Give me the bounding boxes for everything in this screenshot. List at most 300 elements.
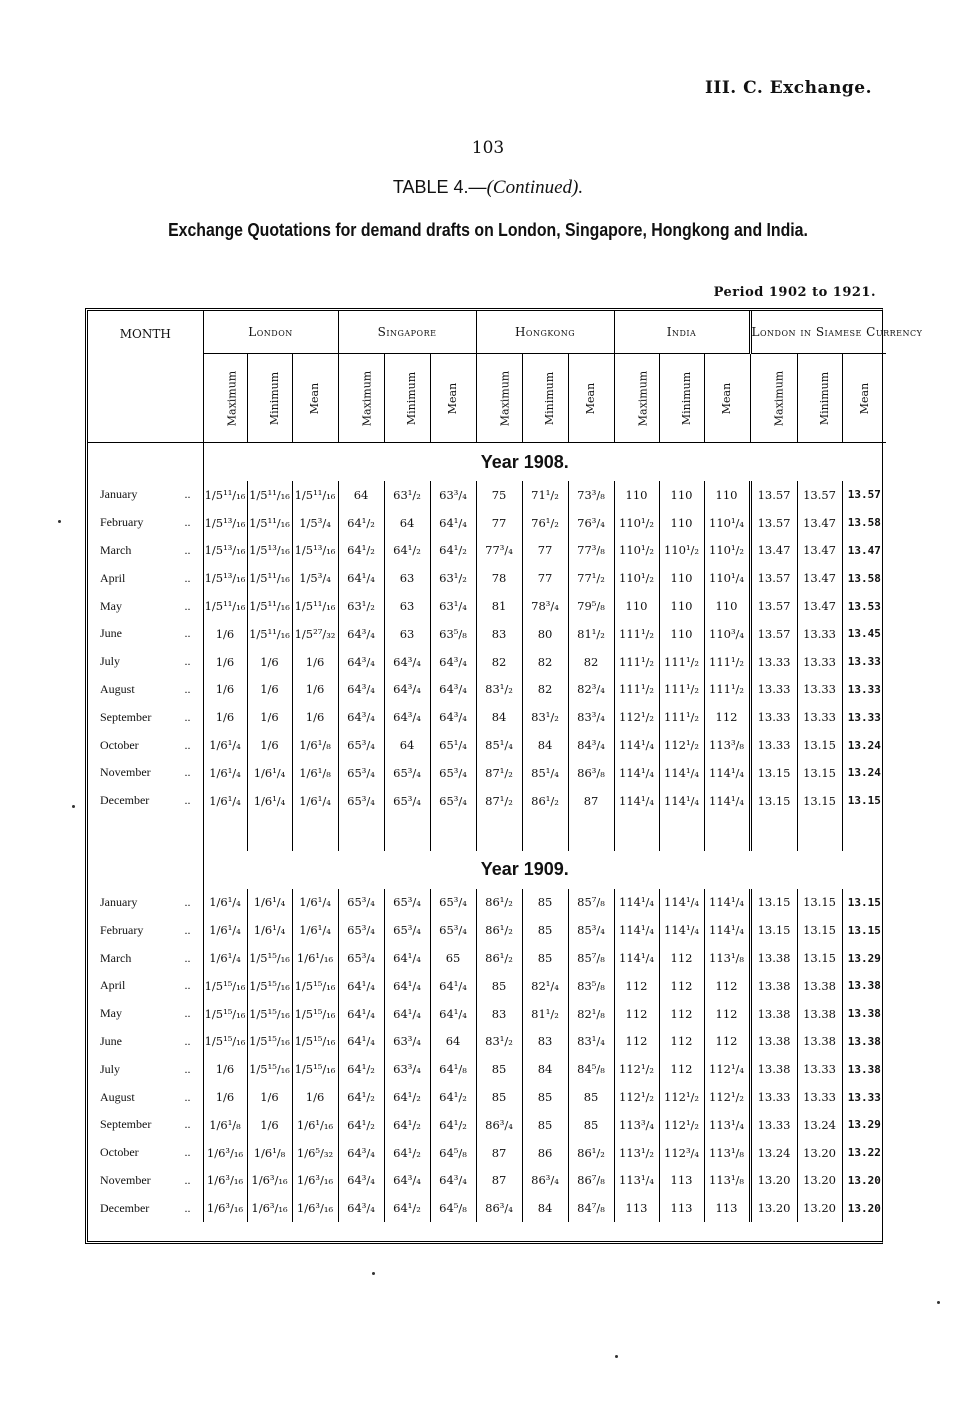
value-cell: 86¹/₂ — [522, 787, 568, 815]
month-name: February — [100, 922, 144, 937]
subcol-label: Maximum — [635, 370, 649, 427]
value-cell: 80 — [522, 620, 568, 648]
value-cell: 64³/₄ — [430, 648, 476, 676]
month-cell — [88, 759, 203, 787]
month-cell — [88, 731, 203, 759]
value-cell: 1/6³/₁₆ — [203, 1139, 247, 1167]
value-cell: 1/5¹⁵/₁₆ — [292, 1000, 338, 1028]
header-row-subcols — [88, 354, 886, 443]
ink-speck — [937, 1301, 940, 1304]
month-name: September — [100, 709, 152, 724]
value-cell: 112³/₄ — [659, 1139, 704, 1167]
value-cell: 1/5¹¹/₁₆ — [247, 620, 292, 648]
value-cell: 1/6¹/₈ — [203, 1111, 247, 1139]
value-cell: 1/6¹/₄ — [203, 944, 247, 972]
value-cell: 1/5¹¹/₁₆ — [292, 481, 338, 509]
value-cell: 111¹/₂ — [659, 648, 704, 676]
value-cell: 13.38 — [750, 972, 797, 1000]
value-cell: 63¹/₂ — [338, 592, 384, 620]
table-row — [88, 759, 886, 787]
value-cell: 78 — [476, 564, 522, 592]
value-cell: 13.33 — [797, 676, 842, 704]
value-cell: 114¹/₄ — [659, 889, 704, 917]
value-cell: 84 — [476, 703, 522, 731]
value-cell: 112¹/₂ — [704, 1083, 750, 1111]
value-cell: 13.20 — [842, 1194, 886, 1222]
subcol-label: Minimum — [542, 371, 556, 426]
value-cell: 1/6¹/₄ — [247, 787, 292, 815]
value-cell: 114¹/₄ — [614, 731, 659, 759]
value-cell: 13.38 — [797, 1000, 842, 1028]
spacer-cell — [842, 829, 886, 851]
value-cell: 112¹/₂ — [614, 703, 659, 731]
year-spacer — [88, 851, 203, 889]
value-cell: 13.20 — [797, 1194, 842, 1222]
value-cell: 1/6¹/₄ — [203, 731, 247, 759]
value-cell: 113 — [704, 1194, 750, 1222]
value-cell: 83⁵/₈ — [568, 972, 614, 1000]
value-cell: 110¹/₂ — [614, 537, 659, 565]
value-cell: 65³/₄ — [338, 916, 384, 944]
leader-dots: .. — [184, 1089, 191, 1104]
value-cell: 1/6¹/₄ — [203, 787, 247, 815]
value-cell: 1/6³/₁₆ — [247, 1194, 292, 1222]
value-cell: 112¹/₂ — [614, 1055, 659, 1083]
subcol-header — [247, 354, 292, 443]
value-cell: 112 — [614, 1028, 659, 1056]
value-cell: 1/5¹⁵/₁₆ — [292, 1055, 338, 1083]
value-cell: 64¹/₄ — [338, 1028, 384, 1056]
value-cell: 1/6 — [203, 676, 247, 704]
value-cell: 13.47 — [797, 564, 842, 592]
leader-dots: .. — [184, 765, 191, 780]
value-cell: 13.29 — [842, 1111, 886, 1139]
value-cell: 87¹/₂ — [476, 759, 522, 787]
value-cell: 113 — [659, 1194, 704, 1222]
value-cell: 65³/₄ — [430, 787, 476, 815]
group-header: London — [203, 311, 338, 354]
value-cell: 1/6 — [292, 1083, 338, 1111]
subcol-header — [338, 354, 384, 443]
month-name: June — [100, 626, 122, 641]
leader-dots: .. — [184, 1145, 191, 1160]
value-cell: 111¹/₂ — [659, 703, 704, 731]
value-cell: 13.38 — [842, 1000, 886, 1028]
subcol-header — [659, 354, 704, 443]
value-cell: 64³/₄ — [338, 703, 384, 731]
subcol-label: Maximum — [359, 370, 373, 427]
value-cell: 13.38 — [842, 1028, 886, 1056]
value-cell: 64³/₄ — [338, 648, 384, 676]
month-cell — [88, 972, 203, 1000]
value-cell: 13.33 — [750, 676, 797, 704]
value-cell: 64³/₄ — [430, 703, 476, 731]
value-cell: 63 — [384, 564, 430, 592]
value-cell: 1/6 — [247, 1083, 292, 1111]
month-name: July — [100, 654, 121, 669]
value-cell: 75 — [476, 481, 522, 509]
month-cell — [88, 564, 203, 592]
value-cell: 1/6 — [247, 703, 292, 731]
subcol-header — [750, 354, 797, 443]
month-cell — [88, 889, 203, 917]
value-cell: 13.33 — [750, 703, 797, 731]
spacer-cell — [522, 815, 568, 829]
value-cell: 1/6¹/₄ — [247, 889, 292, 917]
value-cell: 13.47 — [842, 537, 886, 565]
month-cell — [88, 537, 203, 565]
value-cell: 112 — [614, 1000, 659, 1028]
value-cell: 110 — [659, 564, 704, 592]
value-cell: 112¹/₄ — [704, 1055, 750, 1083]
value-cell: 86³/₄ — [522, 1167, 568, 1195]
leader-dots: .. — [184, 654, 191, 669]
month-name: October — [100, 1145, 139, 1160]
value-cell: 110¹/₂ — [614, 509, 659, 537]
value-cell: 112¹/₂ — [659, 1083, 704, 1111]
value-cell: 65³/₄ — [338, 889, 384, 917]
leader-dots: .. — [184, 1200, 191, 1215]
value-cell: 64³/₄ — [384, 648, 430, 676]
value-cell: 13.15 — [750, 787, 797, 815]
value-cell: 1/5¹³/₁₆ — [247, 537, 292, 565]
subcol-label: Minimum — [679, 371, 693, 426]
month-name: January — [100, 894, 138, 909]
value-cell: 64¹/₄ — [338, 972, 384, 1000]
value-cell: 13.15 — [750, 916, 797, 944]
table-row — [88, 1055, 886, 1083]
value-cell: 1/5²⁷/₃₂ — [292, 620, 338, 648]
value-cell: 85³/₄ — [568, 916, 614, 944]
value-cell: 85 — [476, 972, 522, 1000]
value-cell: 13.47 — [797, 537, 842, 565]
table-row — [88, 648, 886, 676]
table-row — [88, 944, 886, 972]
value-cell: 64³/₄ — [338, 676, 384, 704]
month-cell — [88, 916, 203, 944]
value-cell: 84³/₄ — [568, 731, 614, 759]
value-cell: 1/6³/₁₆ — [203, 1194, 247, 1222]
value-cell: 13.15 — [797, 787, 842, 815]
value-cell: 13.33 — [797, 1083, 842, 1111]
value-cell: 64³/₄ — [430, 1167, 476, 1195]
value-cell: 82³/₄ — [568, 676, 614, 704]
value-cell: 84⁷/₈ — [568, 1194, 614, 1222]
spacer-cell — [614, 815, 659, 829]
value-cell: 1/6¹/₁₆ — [292, 944, 338, 972]
month-name: May — [100, 1006, 122, 1021]
subcol-label: Maximum — [224, 370, 238, 427]
value-cell: 112 — [659, 1028, 704, 1056]
value-cell: 13.15 — [750, 889, 797, 917]
value-cell: 64⁵/₈ — [430, 1194, 476, 1222]
table-row — [88, 787, 886, 815]
value-cell: 114¹/₄ — [614, 916, 659, 944]
value-cell: 82 — [522, 648, 568, 676]
value-cell: 13.57 — [750, 564, 797, 592]
value-cell: 13.57 — [750, 592, 797, 620]
value-cell: 13.38 — [842, 1055, 886, 1083]
value-cell: 85¹/₄ — [476, 731, 522, 759]
spacer-cell — [292, 815, 338, 829]
value-cell: 13.33 — [842, 703, 886, 731]
value-cell: 13.15 — [797, 916, 842, 944]
value-cell: 64⁵/₈ — [430, 1139, 476, 1167]
subcol-header — [430, 354, 476, 443]
value-cell: 1/6⁵/₃₂ — [292, 1139, 338, 1167]
value-cell: 13.33 — [797, 620, 842, 648]
value-cell: 110 — [659, 592, 704, 620]
value-cell: 85 — [522, 944, 568, 972]
group-header: India — [614, 311, 750, 354]
value-cell: 64³/₄ — [338, 620, 384, 648]
value-cell: 111¹/₂ — [614, 648, 659, 676]
value-cell: 65³/₄ — [430, 889, 476, 917]
value-cell: 114¹/₄ — [704, 916, 750, 944]
value-cell: 65³/₄ — [384, 916, 430, 944]
spacer-cell — [842, 815, 886, 829]
leader-dots: .. — [184, 1006, 191, 1021]
value-cell: 64¹/₄ — [384, 972, 430, 1000]
value-cell: 73³/₈ — [568, 481, 614, 509]
value-cell: 65³/₄ — [338, 787, 384, 815]
subcol-label: Mean — [720, 382, 734, 415]
value-cell: 86³/₈ — [568, 759, 614, 787]
value-cell: 1/6 — [203, 620, 247, 648]
spacer-cell — [797, 815, 842, 829]
value-cell: 110¹/₄ — [704, 564, 750, 592]
month-name: June — [100, 1033, 122, 1048]
value-cell: 64¹/₄ — [384, 1000, 430, 1028]
ink-speck — [615, 1355, 618, 1358]
value-cell: 1/6 — [203, 1055, 247, 1083]
subcol-label: Mean — [584, 382, 598, 415]
month-cell — [88, 1028, 203, 1056]
month-cell — [88, 944, 203, 972]
leader-dots: .. — [184, 1033, 191, 1048]
value-cell: 1/6 — [292, 648, 338, 676]
value-cell: 13.47 — [797, 509, 842, 537]
value-cell: 85⁷/₈ — [568, 889, 614, 917]
subcol-header — [797, 354, 842, 443]
value-cell: 1/5¹¹/₁₆ — [292, 592, 338, 620]
value-cell: 13.33 — [797, 703, 842, 731]
subcol-label: Mean — [857, 382, 871, 415]
month-header: MONTH — [88, 311, 203, 443]
month-name: October — [100, 737, 139, 752]
value-cell: 114¹/₄ — [659, 787, 704, 815]
value-cell: 64¹/₂ — [384, 1111, 430, 1139]
value-cell: 65³/₄ — [384, 787, 430, 815]
spacer-cell — [203, 815, 247, 829]
value-cell: 113³/₄ — [614, 1111, 659, 1139]
month-cell — [88, 676, 203, 704]
spacer-cell — [797, 829, 842, 851]
value-cell: 86¹/₂ — [568, 1139, 614, 1167]
leader-dots: .. — [184, 737, 191, 752]
value-cell: 64¹/₄ — [430, 509, 476, 537]
subcol-header — [568, 354, 614, 443]
month-cell — [88, 481, 203, 509]
spacer-cell — [614, 829, 659, 851]
value-cell: 1/5¹¹/₁₆ — [247, 509, 292, 537]
value-cell: 76¹/₂ — [522, 509, 568, 537]
value-cell: 13.20 — [797, 1167, 842, 1195]
value-cell: 65³/₄ — [430, 916, 476, 944]
month-cell — [88, 1139, 203, 1167]
header-row-groups — [88, 311, 886, 354]
page-number: 103 — [471, 138, 505, 158]
year-row — [88, 443, 886, 482]
spacer-row — [88, 815, 886, 829]
value-cell: 13.57 — [842, 481, 886, 509]
value-cell: 71¹/₂ — [522, 481, 568, 509]
value-cell: 64³/₄ — [338, 1194, 384, 1222]
value-cell: 64¹/₂ — [338, 1083, 384, 1111]
value-cell: 84 — [522, 1055, 568, 1083]
value-cell: 1/5¹⁵/₁₆ — [247, 972, 292, 1000]
table-row — [88, 731, 886, 759]
subcol-label: Mean — [308, 382, 322, 415]
value-cell: 13.22 — [842, 1139, 886, 1167]
value-cell: 110 — [614, 592, 659, 620]
leader-dots: .. — [184, 793, 191, 808]
value-cell: 86¹/₂ — [476, 889, 522, 917]
subcol-header — [292, 354, 338, 443]
month-cell — [88, 1194, 203, 1222]
table-title-text: TABLE 4.— — [392, 177, 487, 197]
month-name: December — [100, 793, 150, 808]
value-cell: 81 — [476, 592, 522, 620]
value-cell: 13.20 — [750, 1194, 797, 1222]
value-cell: 64³/₄ — [384, 703, 430, 731]
value-cell: 114¹/₄ — [614, 759, 659, 787]
value-cell: 110³/₄ — [704, 620, 750, 648]
value-cell: 84 — [522, 731, 568, 759]
table-row — [88, 1111, 886, 1139]
value-cell: 86³/₄ — [476, 1111, 522, 1139]
value-cell: 1/5¹¹/₁₆ — [247, 481, 292, 509]
value-cell: 1/5¹⁵/₁₆ — [203, 972, 247, 1000]
value-cell: 65³/₄ — [430, 759, 476, 787]
ink-speck — [58, 520, 61, 523]
value-cell: 1/6³/₁₆ — [292, 1194, 338, 1222]
value-cell: 1/6¹/₈ — [247, 1139, 292, 1167]
value-cell: 77 — [522, 564, 568, 592]
value-cell: 13.33 — [750, 648, 797, 676]
value-cell: 64³/₄ — [384, 676, 430, 704]
value-cell: 13.15 — [842, 889, 886, 917]
section-header: III. C. Exchange. — [704, 78, 872, 98]
subcol-header — [203, 354, 247, 443]
value-cell: 1/5³/₄ — [292, 564, 338, 592]
table-row — [88, 703, 886, 731]
value-cell: 87 — [568, 787, 614, 815]
value-cell: 86⁷/₈ — [568, 1167, 614, 1195]
value-cell: 1/5³/₄ — [292, 509, 338, 537]
value-cell: 1/5¹¹/₁₆ — [247, 564, 292, 592]
value-cell: 64¹/₂ — [430, 537, 476, 565]
value-cell: 65³/₄ — [338, 731, 384, 759]
month-cell — [88, 509, 203, 537]
year-spacer — [88, 443, 203, 482]
value-cell: 1/6 — [292, 703, 338, 731]
value-cell: 13.38 — [750, 1055, 797, 1083]
value-cell: 113 — [614, 1194, 659, 1222]
value-cell: 13.15 — [750, 759, 797, 787]
spacer-row — [88, 829, 886, 851]
value-cell: 1/5¹³/₁₆ — [203, 509, 247, 537]
value-cell: 86 — [522, 1139, 568, 1167]
value-cell: 13.33 — [842, 676, 886, 704]
value-cell: 1/6¹/₈ — [292, 759, 338, 787]
value-cell: 64¹/₂ — [430, 1111, 476, 1139]
month-name: January — [100, 487, 138, 502]
value-cell: 1/6¹/₈ — [292, 731, 338, 759]
value-cell: 1/5¹¹/₁₆ — [203, 592, 247, 620]
value-cell: 86¹/₂ — [476, 916, 522, 944]
value-cell: 64³/₄ — [338, 1139, 384, 1167]
value-cell: 13.57 — [750, 620, 797, 648]
value-cell: 113¹/₈ — [704, 1167, 750, 1195]
spacer-cell — [88, 815, 203, 829]
table-subtitle: Exchange Quotations for demand drafts on London, Singapore, Hongkong and India. — [168, 220, 808, 240]
value-cell: 1/5¹¹/₁₆ — [247, 592, 292, 620]
value-cell: 65³/₄ — [384, 889, 430, 917]
table-row — [88, 592, 886, 620]
spacer-cell — [704, 815, 750, 829]
value-cell: 13.15 — [842, 916, 886, 944]
value-cell: 13.57 — [750, 509, 797, 537]
value-cell: 81¹/₂ — [522, 1000, 568, 1028]
value-cell: 13.45 — [842, 620, 886, 648]
leader-dots: .. — [184, 487, 191, 502]
value-cell: 113¹/₈ — [704, 944, 750, 972]
value-cell: 113 — [659, 1167, 704, 1195]
value-cell: 82¹/₈ — [568, 1000, 614, 1028]
spacer-cell — [338, 829, 384, 851]
value-cell: 1/5¹⁵/₁₆ — [292, 972, 338, 1000]
value-cell: 84⁵/₈ — [568, 1055, 614, 1083]
value-cell: 65 — [430, 944, 476, 972]
value-cell: 113¹/₄ — [614, 1167, 659, 1195]
value-cell: 110¹/₂ — [659, 537, 704, 565]
value-cell: 83¹/₂ — [522, 703, 568, 731]
value-cell: 1/6 — [247, 648, 292, 676]
value-cell: 13.33 — [750, 731, 797, 759]
value-cell: 81¹/₂ — [568, 620, 614, 648]
value-cell: 85 — [522, 916, 568, 944]
value-cell: 83¹/₂ — [476, 676, 522, 704]
table-row — [88, 1028, 886, 1056]
value-cell: 1/5¹¹/₁₆ — [203, 481, 247, 509]
spacer-cell — [430, 829, 476, 851]
value-cell: 1/5¹⁵/₁₆ — [247, 1055, 292, 1083]
month-name: November — [100, 1172, 151, 1187]
value-cell: 85 — [476, 1055, 522, 1083]
value-cell: 13.24 — [842, 759, 886, 787]
subcol-header — [476, 354, 522, 443]
period-label: Period 1902 to 1921. — [713, 285, 876, 300]
leader-dots: .. — [184, 950, 191, 965]
month-cell — [88, 703, 203, 731]
value-cell: 1/6 — [247, 731, 292, 759]
value-cell: 113³/₈ — [704, 731, 750, 759]
value-cell: 85 — [568, 1111, 614, 1139]
value-cell: 63³/₄ — [430, 481, 476, 509]
subcol-label: Mean — [446, 382, 460, 415]
value-cell: 77³/₄ — [476, 537, 522, 565]
